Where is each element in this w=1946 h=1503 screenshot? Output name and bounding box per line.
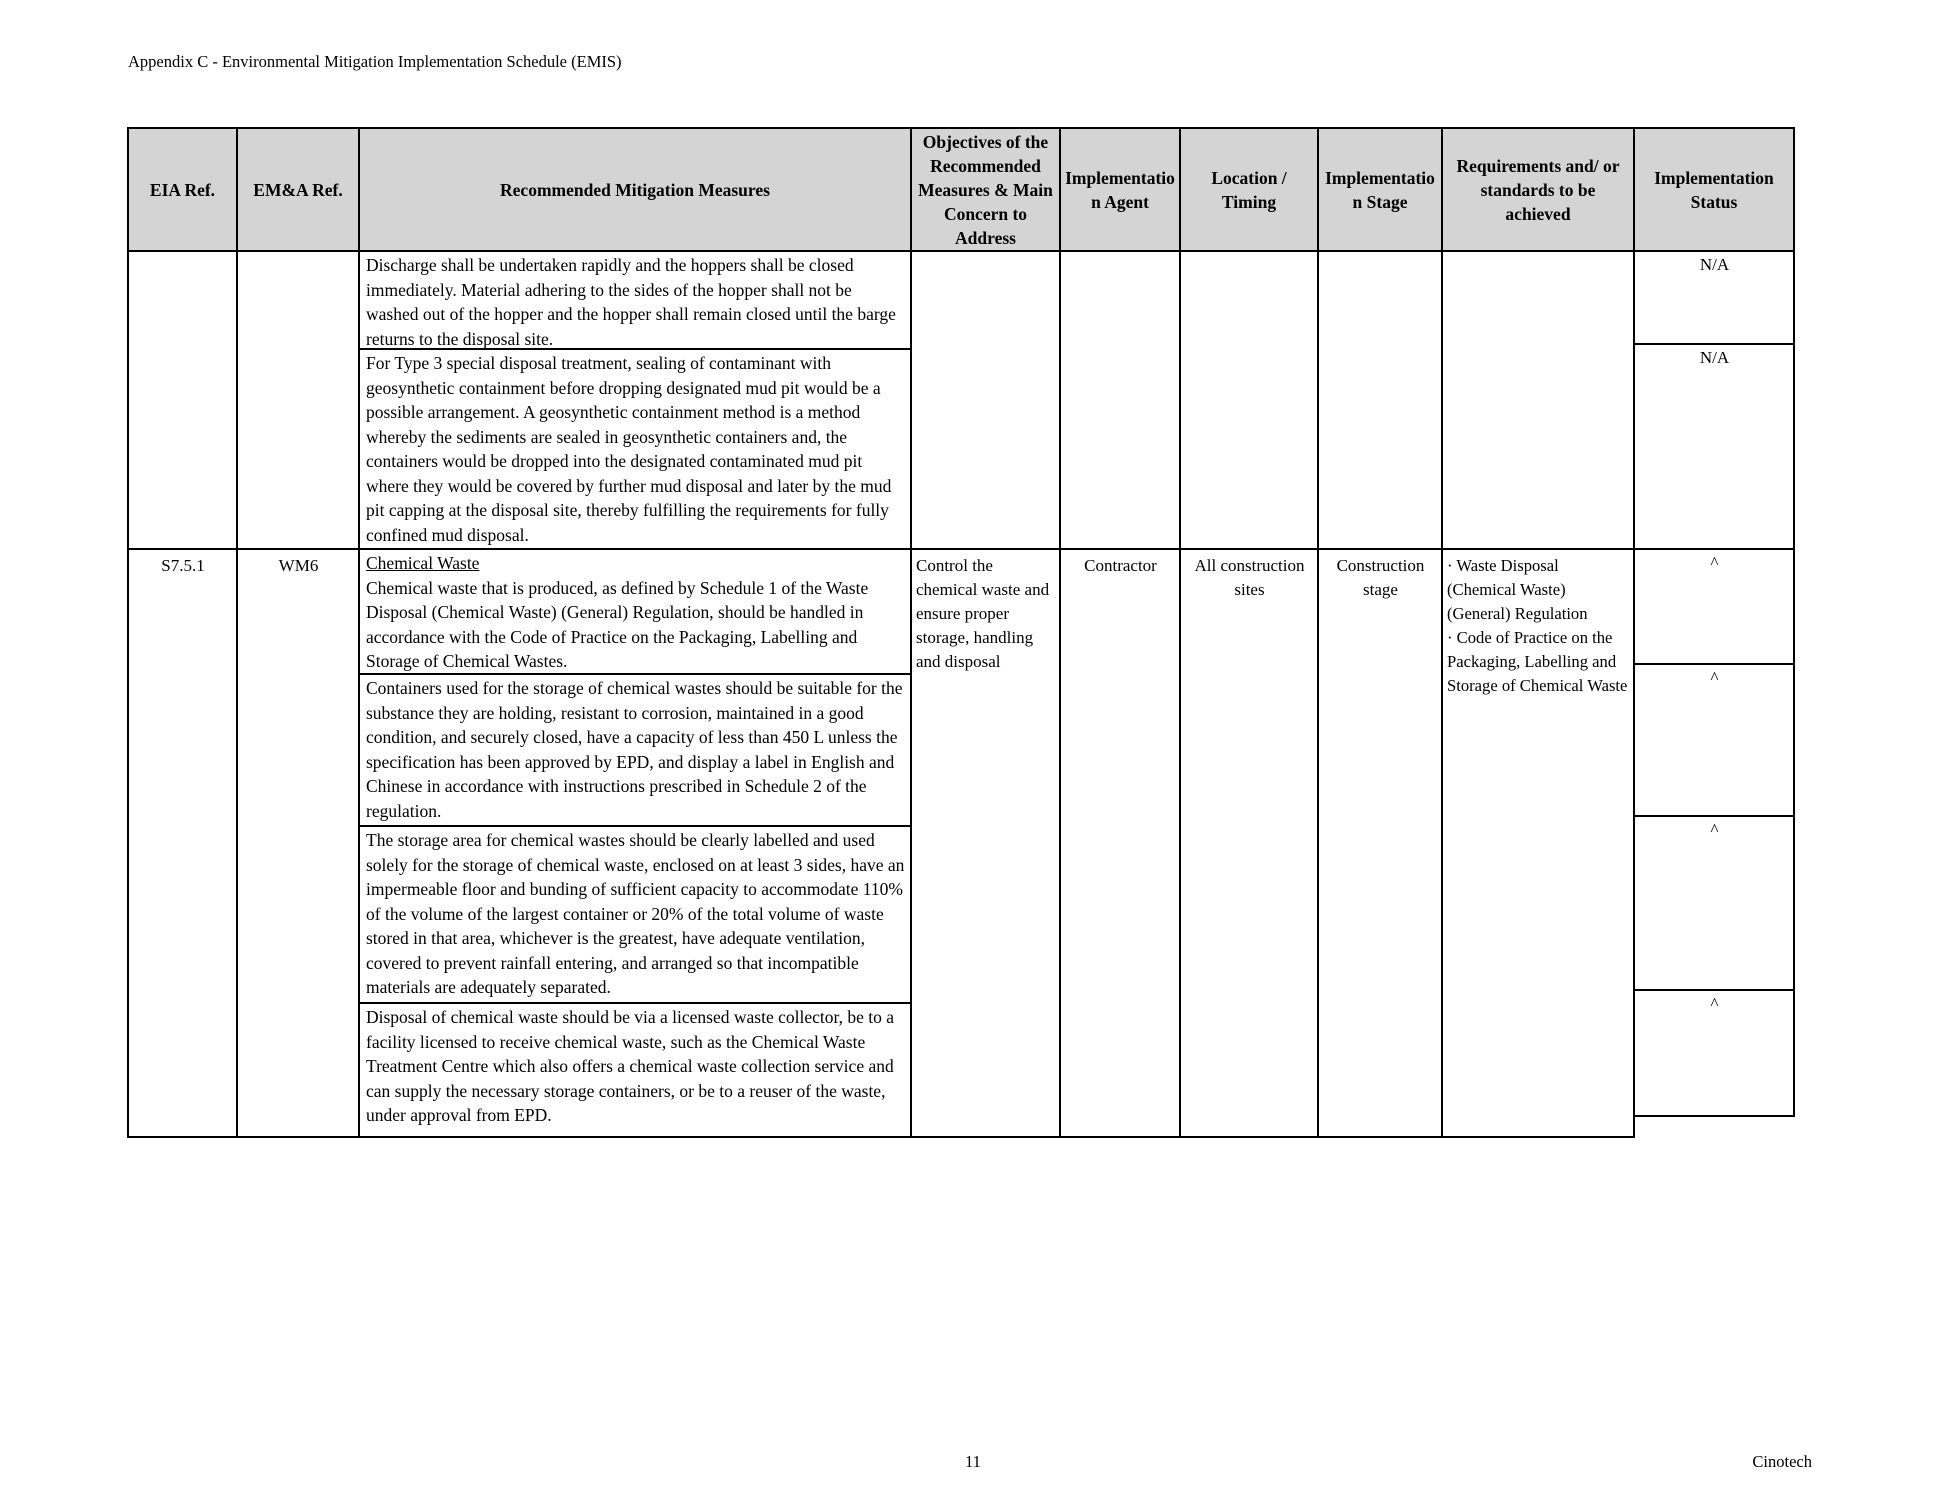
status-cell-na-2: N/A [1633, 343, 1795, 550]
header-implementation-agent: Implementation Agent [1059, 127, 1181, 252]
page-number: 11 [965, 1452, 981, 1471]
chemical-waste-heading: Chemical Waste [366, 553, 480, 573]
cell-measure-containers: Containers used for the storage of chemical wastes should be suitable for the substance they are holding, resistant to corrosion, maintained in a good condition, and securely closed, have a capacity of less than 450 L unless the specification has been approved by EPD, and display a label in English and Chinese in accordance with instructions prescribed in Schedule 2 of the regulation. [358, 673, 912, 827]
header-recommended-mitigation-measures: Recommended Mitigation Measures [358, 127, 912, 252]
company-name: Cinotech [1752, 1452, 1812, 1471]
cell-objectives: Control the chemical waste and ensure proper storage, handling and disposal [910, 548, 1061, 1138]
cell-objectives-empty [910, 250, 1061, 550]
cell-measure-type3-disposal: For Type 3 special disposal treatment, sealing of contaminant with geosynthetic containment before dropping designated mud pit would be a possible arrangement. A geosynthetic containment method is a method whereby the sediments are sealed in geosynthetic containers and, the containers would be dropped into the designated contaminated mud pit where they would be covered by further mud disposal and later by the mud pit capping at the disposal site, thereby fulfilling the requirements for fully confined mud disposal. [358, 348, 912, 550]
cell-measure-discharge: Discharge shall be undertaken rapidly and the hoppers shall be closed immediately. Material adhering to the sides of the hopper shall not be washed out of the hopper and the hopper shall remain closed until the barge returns to the disposal site. [358, 250, 912, 350]
cell-eia-ref: S7.5.1 [127, 548, 238, 1138]
page-title: Appendix C - Environmental Mitigation Implementation Schedule (EMIS) [128, 52, 622, 71]
status-cell-caret-1: ^ [1633, 548, 1795, 665]
header-implementation-status: Implementation Status [1633, 127, 1795, 252]
cell-requirements [1441, 548, 1635, 1138]
cell-ema-ref-empty [236, 250, 360, 550]
cell-ema-ref: WM6 [236, 548, 360, 1138]
cell-location-timing: All construction sites [1179, 548, 1319, 1138]
chemical-waste-body: Chemical waste that is produced, as defined by Schedule 1 of the Waste Disposal (Chemical Waste) (General) Regulation, should be handled in accordance with the Code of Practice on the Packaging, Labelling and Storage of Chemical Wastes. [366, 577, 869, 671]
status-cell-caret-4: ^ [1633, 989, 1795, 1117]
status-cell-caret-3: ^ [1633, 815, 1795, 991]
cell-implementation-stage: Construction stage [1317, 548, 1443, 1138]
status-cell-na-1: N/A [1633, 250, 1795, 345]
requirement-item: · Code of Practice on the Packaging, Labelling and Storage of Chemical Waste [1447, 628, 1628, 695]
header-ema-ref: EM&A Ref. [236, 127, 360, 252]
cell-stage-empty [1317, 250, 1443, 550]
cell-location-empty [1179, 250, 1319, 550]
header-implementation-stage: Implementation Stage [1317, 127, 1443, 252]
header-location-timing: Location / Timing [1179, 127, 1319, 252]
cell-eia-ref-empty [127, 250, 238, 550]
cell-requirements-empty [1441, 250, 1635, 550]
cell-implementation-agent: Contractor [1059, 548, 1181, 1138]
cell-measure-chemical-waste [358, 548, 912, 675]
cell-measure-disposal: Disposal of chemical waste should be via a licensed waste collector, be to a facility licensed to receive chemical waste, such as the Chemical Waste Treatment Centre which also offers a chemical waste collection service and can supply the necessary storage containers, or be to a reuser of the waste, under approval from EPD. [358, 1002, 912, 1138]
cell-measure-storage-area: The storage area for chemical wastes should be clearly labelled and used solely for the storage of chemical waste, enclosed on at least 3 sides, have an impermeable floor and bunding of sufficient capacity to accommodate 110% of the volume of the largest container or 20% of the total volume of waste stored in that area, whichever is the greatest, have adequate ventilation, covered to prevent rainfall entering, and arranged so that incompatible materials are adequately separated. [358, 825, 912, 1004]
header-requirements-standards: Requirements and/ or standards to be achieved [1441, 127, 1635, 252]
status-cell-caret-2: ^ [1633, 663, 1795, 817]
header-eia-ref: EIA Ref. [127, 127, 238, 252]
header-objectives: Objectives of the Recommended Measures & Main Concern to Address [910, 127, 1061, 252]
requirement-item: · Waste Disposal (Chemical Waste) (General) Regulation [1447, 556, 1588, 623]
cell-agent-empty [1059, 250, 1181, 550]
